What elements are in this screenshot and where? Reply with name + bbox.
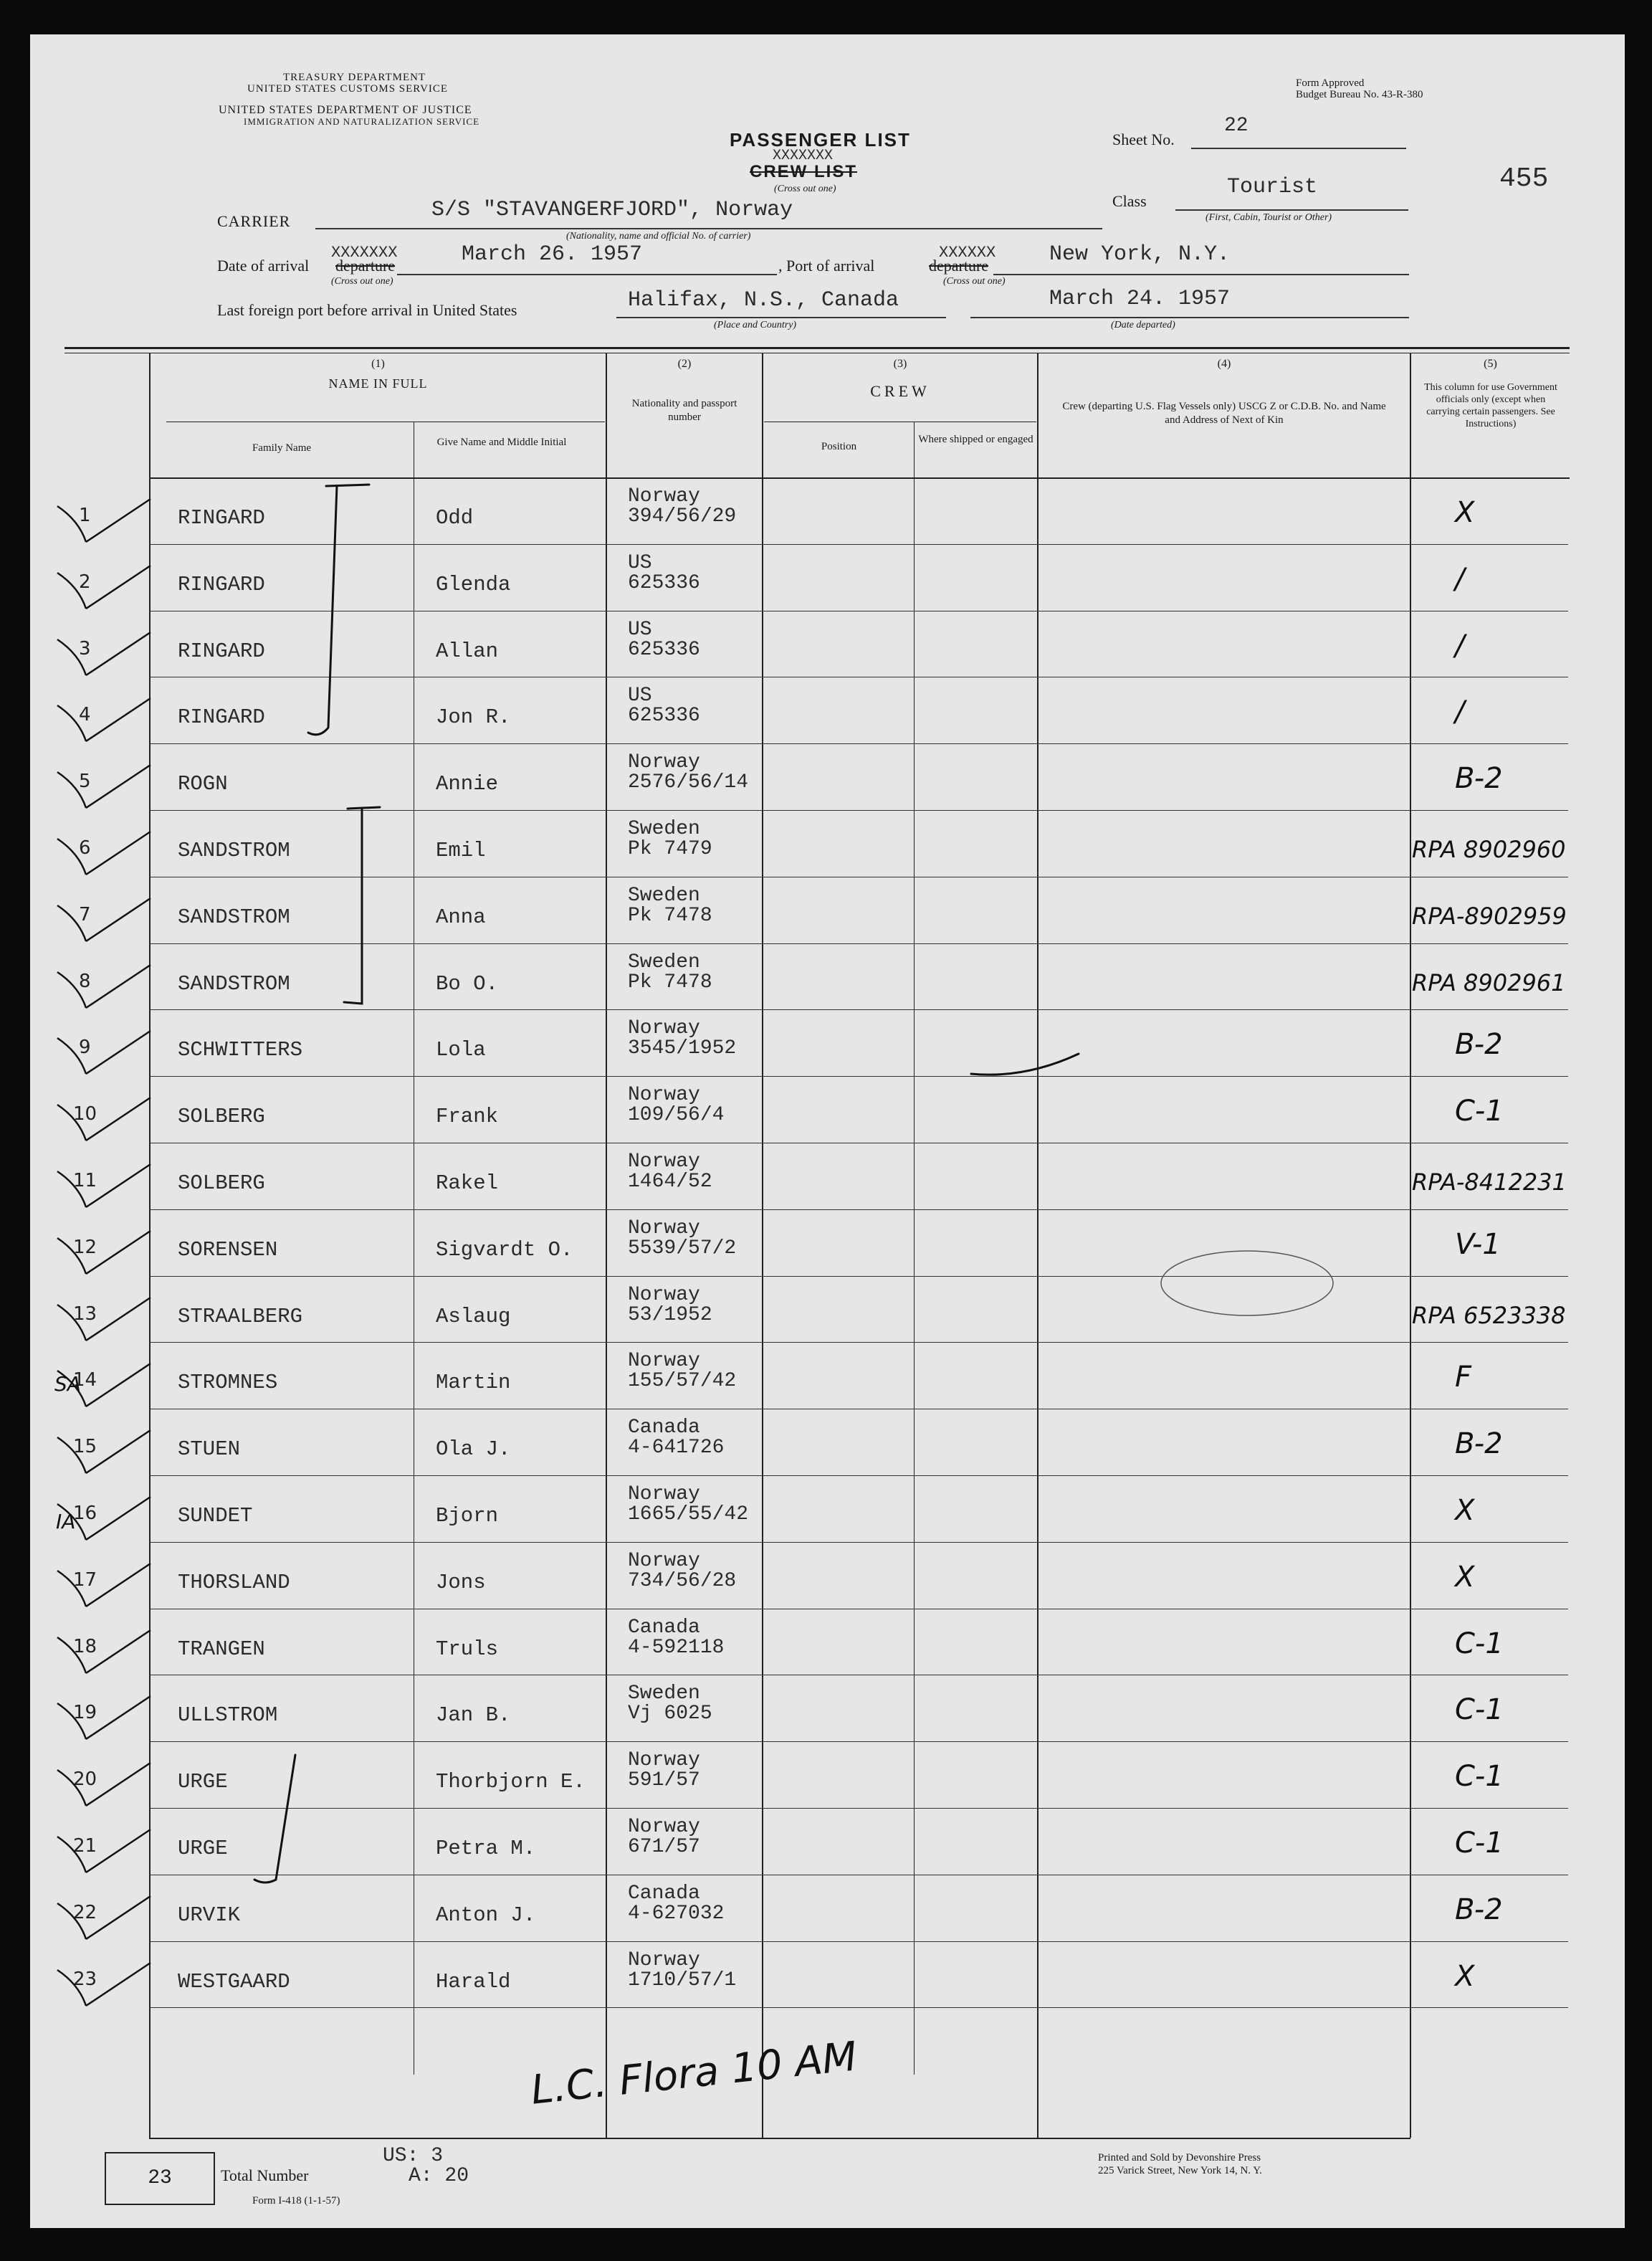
row-number: 8	[79, 970, 91, 992]
form-approved: Form Approved	[1296, 77, 1365, 89]
col1-number: (1)	[371, 358, 385, 370]
passport-number: Pk 7478	[628, 904, 712, 927]
nationality: US	[628, 551, 652, 574]
nationality: Norway	[628, 1084, 700, 1107]
bracket-sandstrom	[344, 809, 362, 1004]
official-remark: C-1	[1455, 1827, 1504, 1860]
foreign-port-label: Last foreign port before arrival in United States	[217, 301, 517, 319]
bracket-ringard	[308, 486, 337, 735]
given-name: Jons	[436, 1570, 486, 1594]
carrier-value: S/S "STAVANGERFJORD", Norway	[431, 198, 793, 222]
official-remark: B-2	[1455, 1028, 1503, 1062]
family-name: RINGARD	[178, 705, 265, 730]
col3-number: (3)	[893, 358, 907, 370]
carrier-caption: (Nationality, name and official No. of carrier)	[566, 231, 751, 242]
given-name: Anna	[436, 905, 486, 929]
row-number: 7	[79, 903, 91, 925]
total-label: Total Number	[221, 2166, 309, 2184]
official-remark: /	[1455, 562, 1465, 596]
stamp-faint	[1161, 1251, 1333, 1315]
family-name: SANDSTROM	[178, 905, 290, 929]
nationality: US	[628, 685, 652, 708]
official-remark: B-2	[1455, 762, 1503, 796]
nationality: Norway	[628, 1350, 700, 1373]
row-number: 15	[73, 1436, 97, 1458]
col5-title: This column for use Government officials only (except when carrying certain passengers. See Instructions)	[1424, 382, 1557, 429]
row-number: 14	[73, 1369, 97, 1391]
bracket-sandstrom-top	[348, 807, 380, 809]
port-caption: (Cross out one)	[943, 276, 1006, 287]
arrival-date: March 26. 1957	[462, 242, 643, 267]
total-box	[105, 2152, 215, 2205]
passport-number: 394/56/29	[628, 505, 737, 528]
row-number: 1	[79, 505, 91, 526]
side-mark-14: SA	[54, 1372, 81, 1396]
family-name: URGE	[178, 1770, 228, 1794]
row-number: 4	[79, 704, 91, 726]
passport-number: 625336	[628, 638, 700, 661]
us-count: US: 3	[383, 2145, 444, 2167]
sheet-number: 22	[1224, 115, 1248, 137]
row-number: 16	[73, 1503, 97, 1524]
row-number: 2	[79, 571, 91, 593]
nationality: Sweden	[628, 818, 700, 840]
port-value: New York, N.Y.	[1049, 242, 1231, 267]
passport-number: 1665/55/42	[628, 1503, 749, 1525]
title-cross-caption: (Cross out one)	[774, 184, 836, 194]
passport-number: 109/56/4	[628, 1104, 725, 1127]
port-label: , Port of arrival	[778, 257, 875, 275]
col2-title: Nationality and passport number	[631, 398, 737, 423]
given-name: Harald	[436, 1969, 511, 1994]
col2-number: (2)	[677, 358, 692, 370]
class-label: Class	[1112, 192, 1147, 210]
col4-number: (4)	[1217, 358, 1231, 370]
given-name: Glenda	[436, 572, 511, 596]
port-struck: departure	[929, 257, 989, 275]
total-value: 23	[148, 2167, 172, 2189]
passport-number: Vj 6025	[628, 1703, 712, 1726]
col1-given-name: Give Name and Middle Initial	[436, 437, 567, 448]
row-number: 19	[73, 1702, 97, 1724]
inspector-signature: L.C. Flora 10 AM	[528, 2033, 859, 2114]
family-name: URGE	[178, 1837, 228, 1860]
family-name: THORSLAND	[178, 1570, 290, 1594]
family-name: SANDSTROM	[178, 971, 290, 996]
family-name: SOLBERG	[178, 1105, 265, 1129]
sheet-label: Sheet No.	[1112, 130, 1175, 148]
class-caption: (First, Cabin, Tourist or Other)	[1205, 212, 1332, 223]
official-remark: C-1	[1455, 1693, 1504, 1727]
given-name: Bo O.	[436, 971, 499, 996]
arrival-struck: departure	[335, 257, 396, 275]
col1-title: NAME IN FULL	[328, 376, 428, 391]
passport-number: 4-641726	[628, 1437, 725, 1460]
row-number: 21	[73, 1835, 97, 1857]
nationality: Norway	[628, 1749, 700, 1772]
official-remark: RPA 8902960	[1412, 836, 1566, 863]
col3-position: Position	[821, 441, 857, 452]
nationality: Canada	[628, 1616, 700, 1639]
row-number: 9	[79, 1037, 91, 1059]
title-crew-list-struck: CREW LIST	[750, 162, 857, 181]
family-name: WESTGAARD	[178, 1969, 290, 1994]
family-name: ULLSTROM	[178, 1703, 278, 1728]
family-name: URVIK	[178, 1903, 241, 1927]
departed-date: March 24. 1957	[1049, 287, 1231, 311]
passport-number: Pk 7478	[628, 971, 712, 994]
family-name: STROMNES	[178, 1371, 278, 1395]
official-remark: B-2	[1455, 1893, 1503, 1926]
passport-number: 671/57	[628, 1836, 700, 1858]
given-name: Aslaug	[436, 1304, 511, 1328]
family-name: RINGARD	[178, 506, 265, 530]
passport-number: Pk 7479	[628, 838, 712, 860]
form-number: Form I-418 (1-1-57)	[252, 2195, 340, 2207]
nationality: Sweden	[628, 951, 700, 974]
given-name: Sigvardt O.	[436, 1237, 573, 1262]
official-remark: /	[1455, 695, 1465, 729]
agency-line-2: UNITED STATES CUSTOMS SERVICE	[247, 83, 449, 95]
col3-where-shipped: Where shipped or engaged	[918, 434, 1033, 445]
arrival-cross: XXXXXXX	[331, 244, 398, 262]
row-number: 13	[73, 1303, 97, 1325]
row-number: 6	[79, 837, 91, 859]
nationality: US	[628, 618, 652, 641]
official-remark: V-1	[1455, 1227, 1501, 1261]
passport-number: 4-592118	[628, 1636, 725, 1659]
given-name: Rakel	[436, 1171, 499, 1195]
passport-number: 734/56/28	[628, 1569, 737, 1592]
row-number: 3	[79, 637, 91, 660]
foreign-port-value: Halifax, N.S., Canada	[628, 288, 899, 313]
nationality: Norway	[628, 751, 700, 774]
printer-line-1: Printed and Sold by Devonshire Press	[1098, 2152, 1261, 2164]
given-name: Martin	[436, 1371, 511, 1395]
official-remark: C-1	[1455, 1095, 1504, 1128]
arrival-caption: (Cross out one)	[331, 276, 393, 287]
bracket-urge	[254, 1755, 295, 1882]
swash-row9	[971, 1054, 1079, 1075]
passport-number: 1710/57/1	[628, 1969, 737, 1991]
official-remark: B-2	[1455, 1427, 1503, 1461]
family-name: ROGN	[178, 772, 228, 796]
given-name: Truls	[436, 1637, 499, 1661]
family-name: SOLBERG	[178, 1171, 265, 1195]
family-name: SCHWITTERS	[178, 1038, 303, 1062]
passport-number: 591/57	[628, 1769, 700, 1792]
nationality: Canada	[628, 1417, 700, 1439]
family-name: STUEN	[178, 1437, 241, 1462]
given-name: Jan B.	[436, 1703, 511, 1728]
given-name: Jon R.	[436, 705, 511, 730]
nationality: Norway	[628, 1283, 700, 1306]
official-remark: X	[1455, 1494, 1475, 1527]
official-remark: RPA-8412231	[1412, 1168, 1567, 1196]
given-name: Frank	[436, 1105, 499, 1129]
family-name: TRANGEN	[178, 1637, 265, 1661]
official-remark: RPA-8902959	[1412, 902, 1567, 930]
passport-number: 4-627032	[628, 1902, 725, 1925]
class-value: Tourist	[1227, 175, 1318, 199]
arrival-label: Date of arrival	[217, 257, 310, 275]
printer-line-2: 225 Varick Street, New York 14, N. Y.	[1098, 2165, 1262, 2176]
family-name: SANDSTROM	[178, 839, 290, 862]
corner-number: 455	[1499, 163, 1549, 194]
nationality: Norway	[628, 1017, 700, 1040]
col1-family-name: Family Name	[252, 442, 312, 454]
official-remark: C-1	[1455, 1627, 1504, 1660]
given-name: Ola J.	[436, 1437, 511, 1462]
nationality: Norway	[628, 1483, 700, 1505]
family-name: RINGARD	[178, 572, 265, 596]
passport-number: 1464/52	[628, 1171, 712, 1193]
family-name: STRAALBERG	[178, 1304, 303, 1328]
passport-number: 3545/1952	[628, 1037, 737, 1060]
given-name: Annie	[436, 772, 499, 796]
row-number: 17	[73, 1569, 97, 1591]
passport-number: 53/1952	[628, 1303, 712, 1326]
agency-line-1: TREASURY DEPARTMENT	[283, 72, 426, 83]
given-name: Petra M.	[436, 1837, 536, 1860]
bracket-ringard-top	[326, 485, 369, 486]
nationality: Norway	[628, 1816, 700, 1838]
title-passenger-list: PASSENGER LIST	[730, 129, 911, 151]
official-remark: RPA 8902961	[1412, 968, 1566, 996]
passport-number: 5539/57/2	[628, 1237, 737, 1260]
row-number: 18	[73, 1635, 97, 1657]
budget-bureau: Budget Bureau No. 43-R-380	[1296, 89, 1423, 100]
row-number: 5	[79, 771, 91, 793]
nationality: Sweden	[628, 884, 700, 907]
row-number: 23	[73, 1968, 97, 1990]
col5-number: (5)	[1484, 358, 1497, 370]
col3-title: CREW	[870, 382, 930, 400]
family-name: SORENSEN	[178, 1237, 278, 1262]
given-name: Allan	[436, 639, 499, 663]
row-number: 11	[73, 1170, 97, 1191]
passport-number: 155/57/42	[628, 1370, 737, 1393]
official-remark: F	[1455, 1361, 1472, 1394]
carrier-label: CARRIER	[217, 212, 291, 230]
passport-number: 625336	[628, 705, 700, 728]
given-name: Thorbjorn E.	[436, 1770, 586, 1794]
official-remark: RPA 6523338	[1412, 1301, 1566, 1329]
given-name: Bjorn	[436, 1504, 499, 1528]
official-remark: X	[1455, 496, 1475, 529]
given-name: Lola	[436, 1038, 486, 1062]
given-name: Emil	[436, 839, 486, 862]
nationality: Canada	[628, 1882, 700, 1905]
row-number: 12	[73, 1236, 97, 1258]
official-remark: X	[1455, 1560, 1475, 1594]
nationality: Norway	[628, 1217, 700, 1239]
agency-line-4: IMMIGRATION AND NATURALIZATION SERVICE	[244, 116, 480, 127]
given-name: Odd	[436, 506, 474, 530]
port-cross: XXXXXX	[939, 244, 996, 262]
nationality: Norway	[628, 1151, 700, 1173]
family-name: RINGARD	[178, 639, 265, 663]
passport-number: 2576/56/14	[628, 771, 749, 794]
title-struck-1: XXXXXXX	[773, 148, 834, 164]
departed-caption: (Date departed)	[1111, 320, 1175, 330]
agency-line-3: UNITED STATES DEPARTMENT OF JUSTICE	[219, 104, 472, 116]
row-number: 20	[73, 1769, 97, 1791]
nationality: Norway	[628, 1948, 700, 1971]
row-number: 10	[73, 1103, 97, 1125]
nationality: Sweden	[628, 1682, 700, 1705]
nationality: Norway	[628, 1549, 700, 1572]
given-name: Anton J.	[436, 1903, 536, 1927]
side-mark-16: IA	[56, 1510, 76, 1533]
family-name: SUNDET	[178, 1504, 253, 1528]
col4-title: Crew (departing U.S. Flag Vessels only) USCG Z or C.D.B. No. and Name and Address of Next of Kin	[1062, 401, 1386, 426]
a-count: A: 20	[409, 2165, 469, 2187]
official-remark: /	[1455, 629, 1465, 662]
row-number: 22	[73, 1901, 97, 1923]
official-remark: C-1	[1455, 1760, 1504, 1794]
official-remark: X	[1455, 1959, 1475, 1993]
foreign-port-caption: (Place and Country)	[714, 320, 797, 330]
passport-number: 625336	[628, 571, 700, 594]
nationality: Norway	[628, 485, 700, 508]
